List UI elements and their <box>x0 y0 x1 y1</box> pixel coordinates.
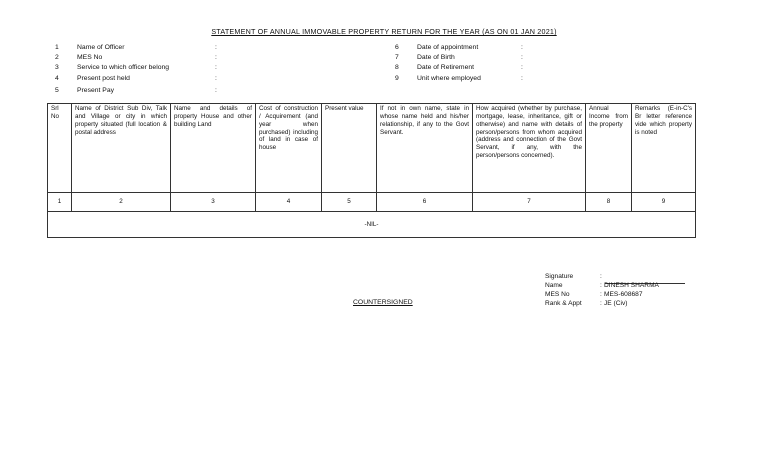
mes-no-colon: : <box>600 291 602 298</box>
field-number: 5 <box>55 87 59 94</box>
field-label: Unit where employed <box>417 75 481 82</box>
signature-colon: : <box>600 273 602 280</box>
field-colon: : <box>521 44 523 51</box>
header-cost: Cost of construction / Acquirement (and year when purchased) including of land in case of house <box>256 104 322 193</box>
table-column-number-row <box>48 193 696 212</box>
mes-no-value: MES-608687 <box>604 291 643 298</box>
table-header-row <box>48 104 696 193</box>
header-location: Name of District Sub Div, Talk and Village or city in which property situated (full location & postal address <box>72 104 171 193</box>
header-annual-income: Annual Income from the property <box>586 104 632 193</box>
header-how-acquired: How acquired (whether by purchase, mortgage, lease, inheritance, gift or otherwise) and name with details of person/persons from whom acquired (address and connection of the Govt Servant, if any, with the person/persons concerned). <box>473 104 586 193</box>
column-number: 4 <box>256 193 322 212</box>
name-label: Name <box>545 282 563 289</box>
field-label: MES No <box>77 54 103 61</box>
field-label: Date of appointment <box>417 44 479 51</box>
column-number: 8 <box>586 193 632 212</box>
document-title: STATEMENT OF ANNUAL IMMOVABLE PROPERTY RETURN FOR THE YEAR (AS ON 01 JAN 2021) <box>211 27 557 36</box>
field-label: Name of Officer <box>77 44 125 51</box>
field-colon: : <box>215 54 217 61</box>
field-colon: : <box>215 75 217 82</box>
field-colon: : <box>521 75 523 82</box>
field-label: Date of Birth <box>417 54 455 61</box>
name-value: DINESH SHARMA <box>604 282 659 289</box>
field-colon: : <box>215 44 217 51</box>
column-number: 2 <box>72 193 171 212</box>
field-number: 2 <box>55 54 59 61</box>
header-owner-name: If not in own name, state in whose name held and his/her relationship, if any to the Govt Servant. <box>377 104 473 193</box>
property-return-table <box>47 103 696 238</box>
rank-appt-label: Rank & Appt <box>545 300 582 307</box>
column-number: 1 <box>48 193 72 212</box>
field-colon: : <box>215 87 217 94</box>
column-number: 9 <box>632 193 696 212</box>
field-label: Service to which officer belong <box>77 64 170 71</box>
header-property-details: Name and details of property House and other building Land <box>171 104 256 193</box>
column-number: 3 <box>171 193 256 212</box>
field-colon: : <box>521 64 523 71</box>
countersigned-label: COUNTERSIGNED <box>353 299 413 306</box>
table-nil-row <box>48 212 696 238</box>
field-colon: : <box>215 64 217 71</box>
column-number: 5 <box>322 193 377 212</box>
mes-no-label: MES No <box>545 291 570 298</box>
field-number: 7 <box>395 54 399 61</box>
header-present-value: Present value <box>322 104 377 193</box>
header-remarks: Remarks (E-in-C's Br letter reference vide which property is noted <box>632 104 696 193</box>
name-colon: : <box>600 282 602 289</box>
field-label: Date of Retirement <box>417 64 475 71</box>
field-colon: : <box>521 54 523 61</box>
field-number: 4 <box>55 75 59 82</box>
column-number: 7 <box>473 193 586 212</box>
rank-appt-value: JE (Civ) <box>604 300 628 307</box>
column-number: 6 <box>377 193 473 212</box>
signature-label: Signature <box>545 273 574 280</box>
rank-appt-colon: : <box>600 300 602 307</box>
field-label: Present post held <box>77 75 130 82</box>
field-label: Present Pay <box>77 87 115 94</box>
field-number: 8 <box>395 64 399 71</box>
field-number: 1 <box>55 44 59 51</box>
field-number: 9 <box>395 75 399 82</box>
field-number: 6 <box>395 44 399 51</box>
field-number: 3 <box>55 64 59 71</box>
nil-entry: -NIL- <box>48 212 696 238</box>
header-srl-no: Srl No <box>48 104 72 193</box>
